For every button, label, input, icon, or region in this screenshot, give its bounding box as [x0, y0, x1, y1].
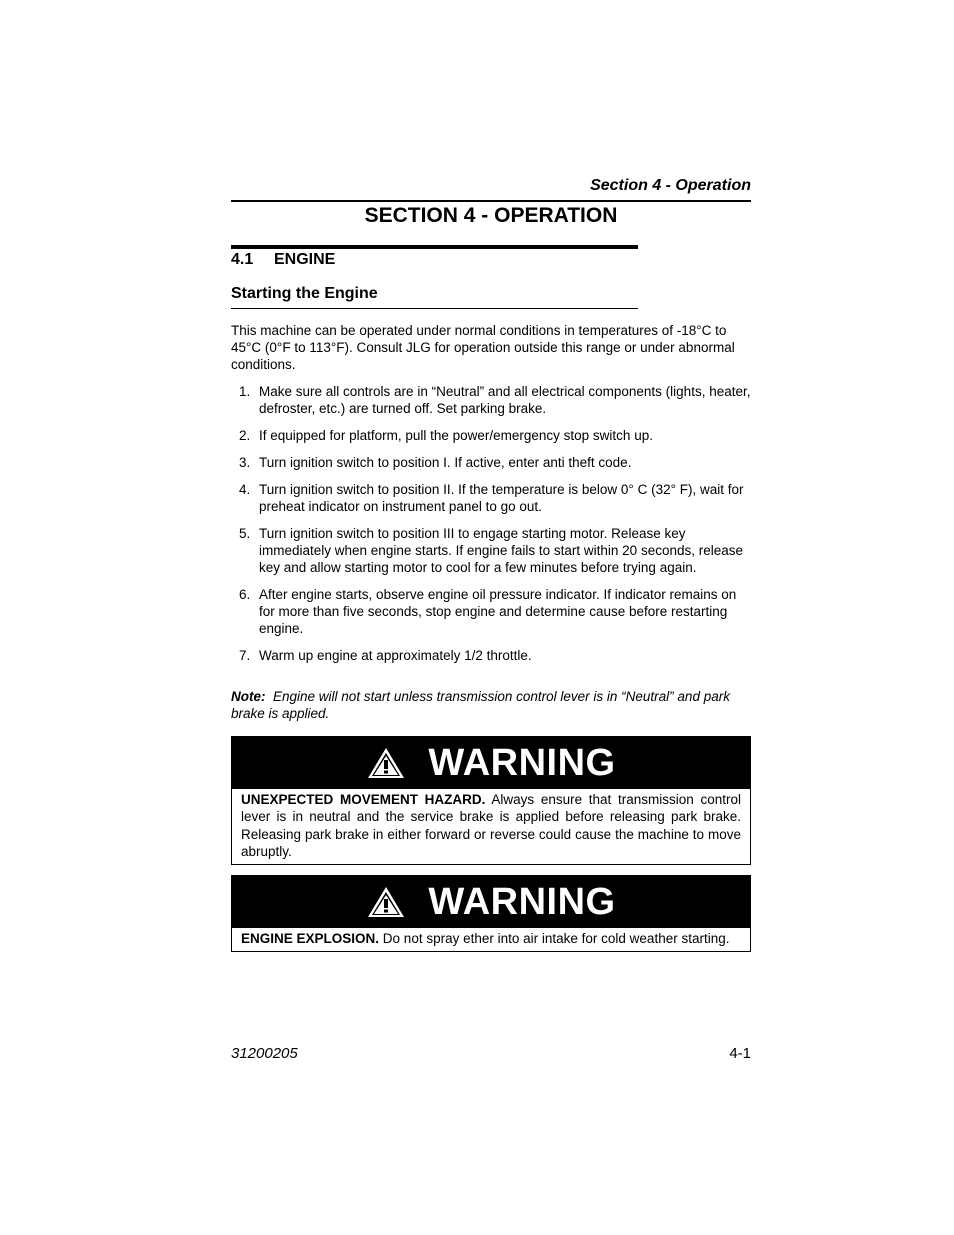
- warning-text: [232, 789, 750, 864]
- warning-message: Do not spray ether into air intake for cold weather starting.: [382, 931, 730, 946]
- list-item: [231, 525, 751, 576]
- step-number: 4.: [239, 482, 251, 497]
- step-text: If equipped for platform, pull the power/emergency stop switch up.: [259, 428, 653, 443]
- warning-lead: UNEXPECTED MOVEMENT HAZARD.: [241, 792, 486, 807]
- note-text: Engine will not start unless transmission control lever is in “Neutral” and park brake is applied.: [231, 689, 730, 721]
- running-header: Section 4 - Operation: [590, 177, 751, 194]
- step-text: Warm up engine at approximately 1/2 throttle.: [259, 648, 532, 663]
- list-item: [231, 454, 751, 471]
- step-number: 7.: [239, 648, 251, 663]
- step-number: 1.: [239, 384, 251, 399]
- step-number: 3.: [239, 455, 251, 470]
- procedure-steps: [231, 383, 751, 674]
- page-number: 4-1: [729, 1045, 751, 1062]
- warning-lead: ENGINE EXPLOSION.: [241, 931, 380, 946]
- list-item: [231, 586, 751, 637]
- warning-text: [232, 928, 750, 951]
- step-text: Make sure all controls are in “Neutral” and all electrical components (lights, heater, defroster, etc.) are turned off. Set parking brake.: [259, 384, 751, 416]
- warning-title: WARNING: [428, 881, 616, 923]
- subsection-number: 4.1: [231, 251, 254, 268]
- step-number: 2.: [239, 428, 251, 443]
- warning-box: [231, 875, 751, 952]
- note-label: Note:: [231, 689, 266, 704]
- subsection-title: ENGINE: [274, 251, 336, 268]
- list-item: [231, 647, 751, 664]
- intro-paragraph: This machine can be operated under normal conditions in temperatures of -18°C to 45°C (0°F to 113°F). Consult JLG for operation outside this range or under abnormal conditions.: [231, 323, 735, 372]
- warning-header: [232, 876, 750, 928]
- step-text: Turn ignition switch to position III to engage starting motor. Release key immediately when engine starts. If engine fails to start within 20 seconds, release key and allow starting motor to cool for a few minutes before trying again.: [259, 526, 744, 575]
- header-rule: [231, 200, 751, 202]
- warning-title: WARNING: [428, 742, 616, 784]
- step-number: 6.: [239, 587, 251, 602]
- subsection-heading: [231, 251, 335, 269]
- warning-message: Always ensure that transmission control lever is in neutral and the service brake is applied before releasing park brake. Releasing park brake in either forward or reverse could cause the machine to move abruptly.: [241, 792, 741, 859]
- warning-triangle-icon: [366, 746, 406, 780]
- section-title: SECTION 4 - OPERATION: [364, 204, 618, 227]
- step-text: After engine starts, observe engine oil pressure indicator. If indicator remains on for more than five seconds, stop engine and determine cause before restarting engine.: [259, 587, 737, 636]
- document-number: 31200205: [231, 1045, 298, 1062]
- step-text: Turn ignition switch to position II. If the temperature is below 0° C (32° F), wait for preheat indicator on instrument panel to go out.: [259, 482, 744, 514]
- warning-box: [231, 736, 751, 865]
- step-number: 5.: [239, 526, 251, 541]
- subheading: Starting the Engine: [231, 285, 378, 302]
- note: [231, 688, 751, 722]
- list-item: [231, 427, 751, 444]
- list-item: [231, 383, 751, 417]
- warning-header: [232, 737, 750, 789]
- warning-triangle-icon: [366, 885, 406, 919]
- subheading-rule: [231, 308, 638, 309]
- step-text: Turn ignition switch to position I. If active, enter anti theft code.: [259, 455, 632, 470]
- section-title-rule: [231, 245, 638, 249]
- list-item: [231, 481, 751, 515]
